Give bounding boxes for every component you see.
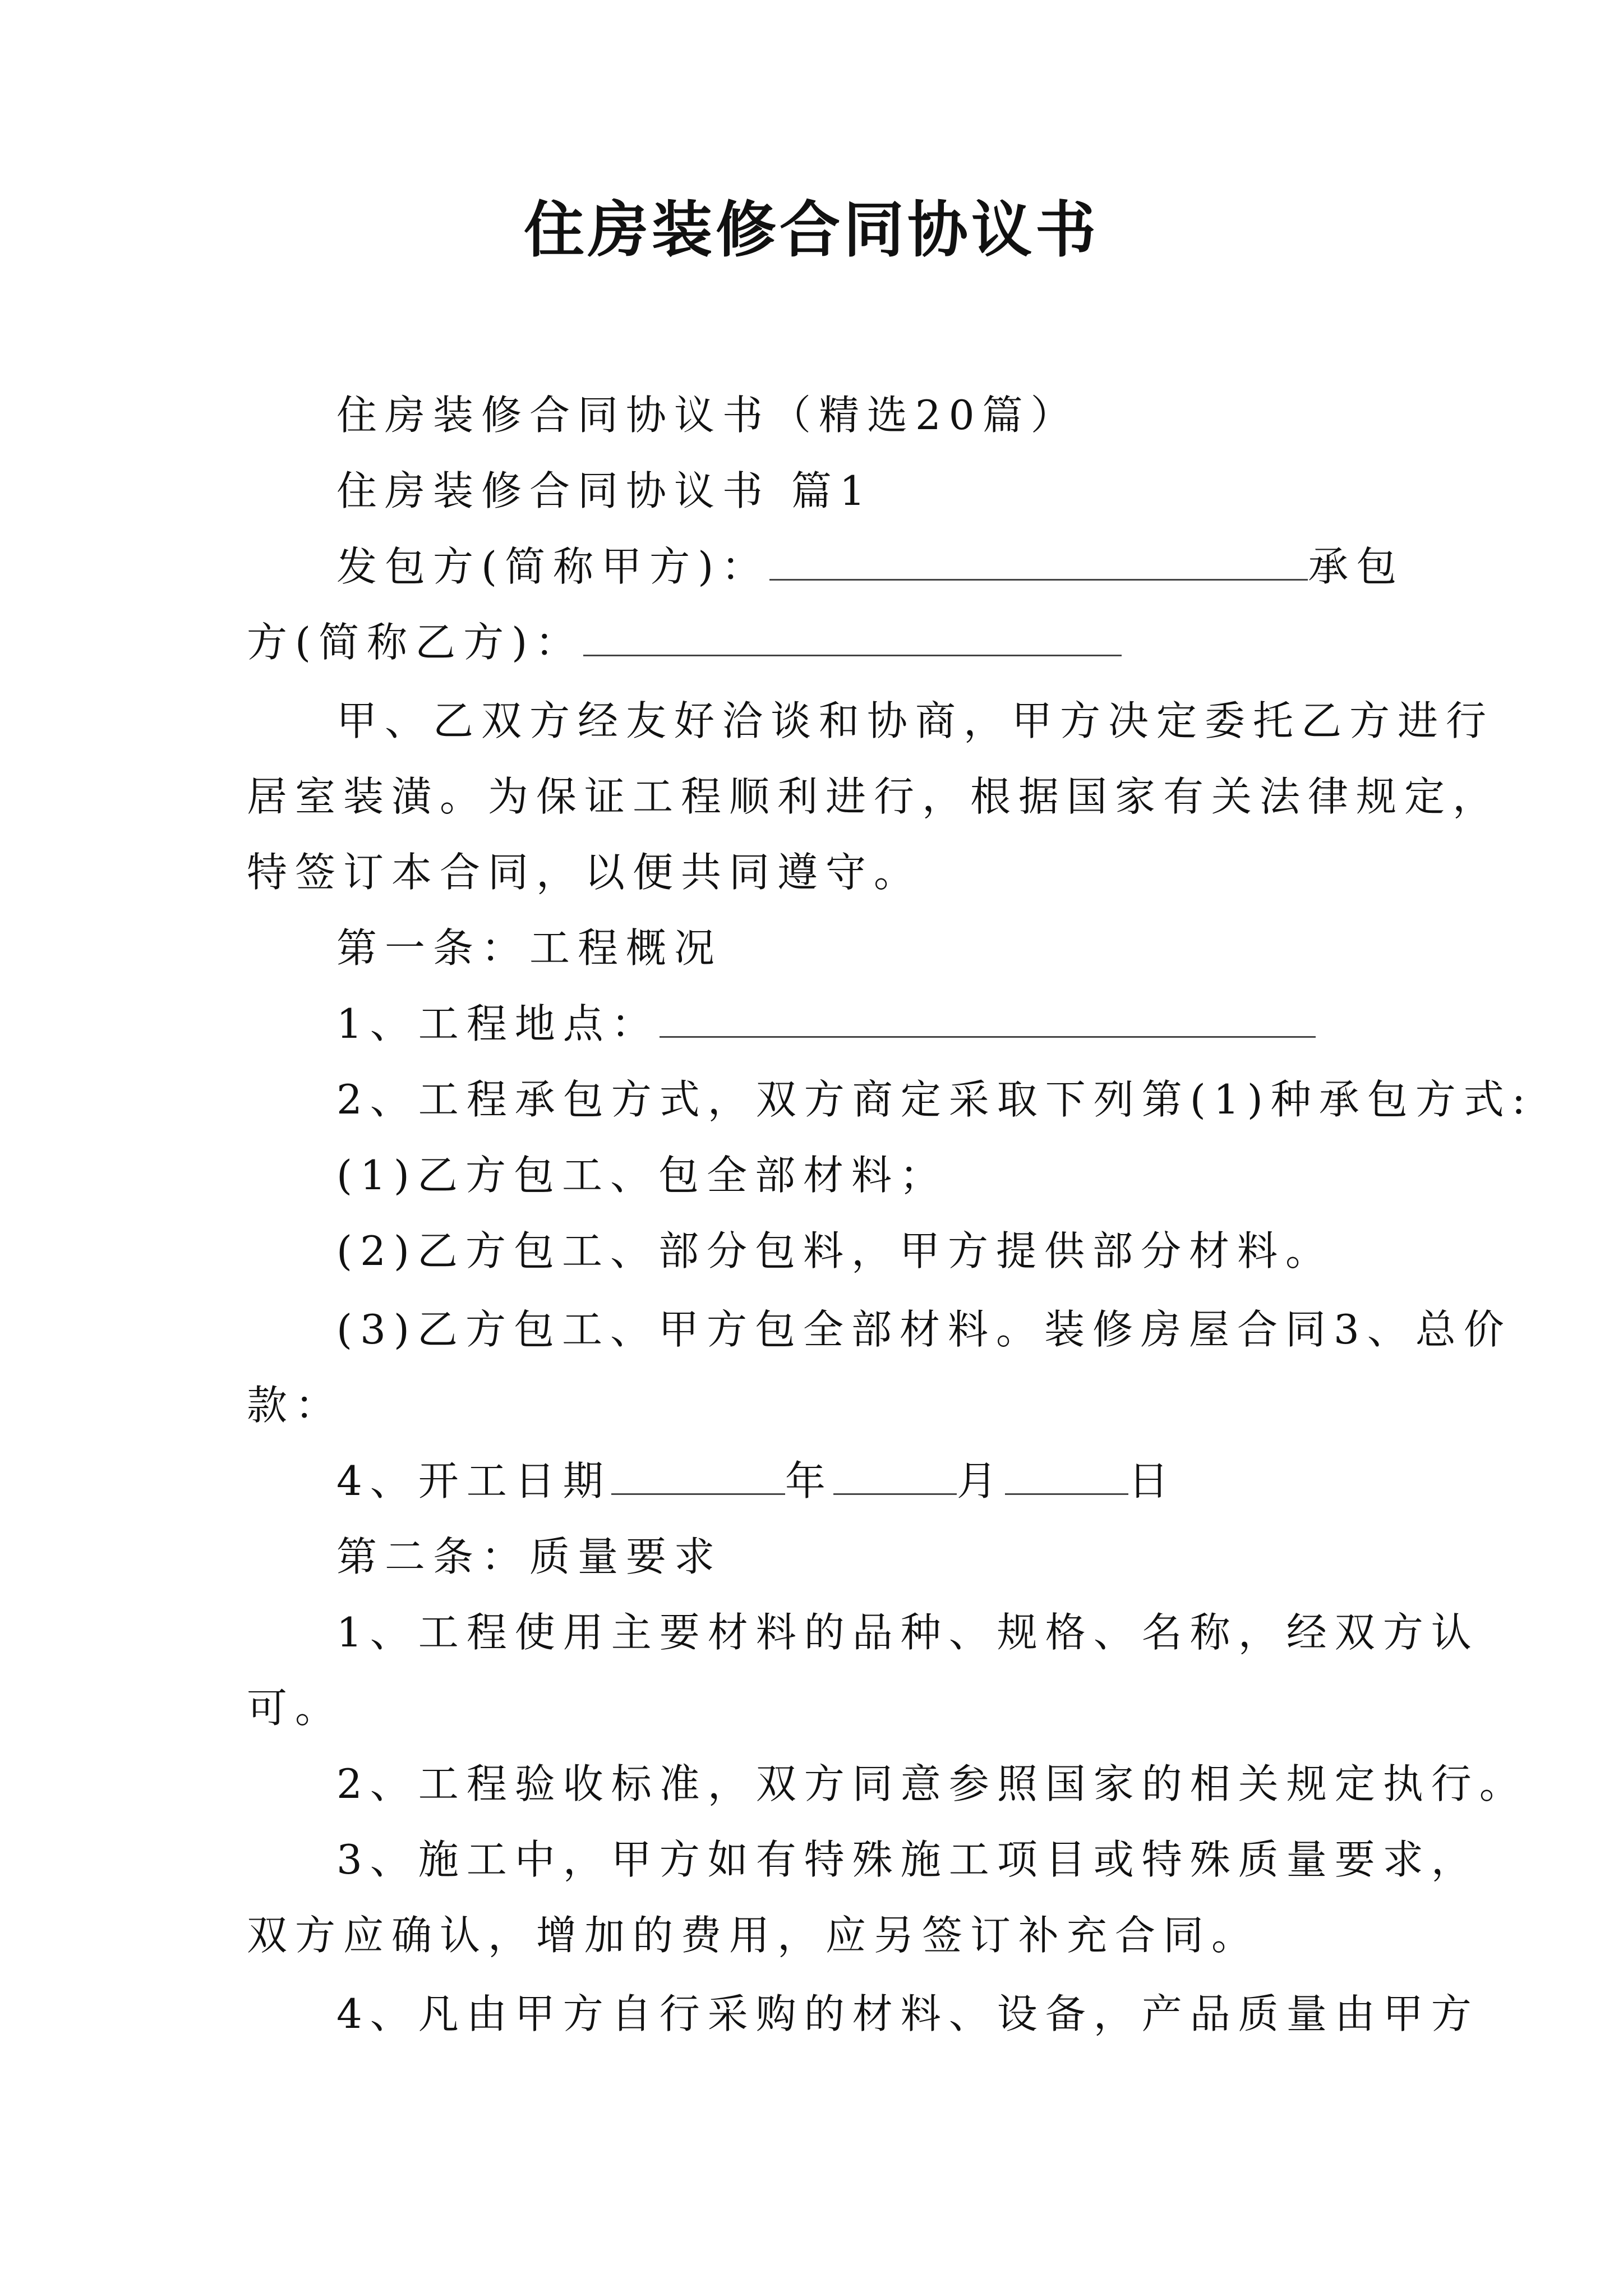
year-label: 年 bbox=[785, 1457, 833, 1504]
paragraph-line: 甲、乙双方经友好洽谈和协商，甲方决定委托乙方进行 bbox=[336, 697, 1495, 744]
section-heading: 住房装修合同协议书 篇1 bbox=[336, 467, 873, 514]
paragraph-line: 4、凡由甲方自行采购的材料、设备，产品质量由甲方 bbox=[336, 1990, 1479, 2037]
party-a-line bbox=[336, 539, 1404, 595]
paragraph-line: 可。 bbox=[247, 1685, 344, 1732]
start-date-line bbox=[336, 1453, 1177, 1509]
paragraph-line: 2、工程承包方式，双方商定采取下列第(1)种承包方式: bbox=[336, 1076, 1534, 1123]
subtitle-line: 住房装修合同协议书（精选20篇） bbox=[336, 392, 1079, 439]
day-blank bbox=[1005, 1458, 1128, 1495]
paragraph-line: 双方应确认，增加的费用，应另签订补充合同。 bbox=[247, 1912, 1260, 1959]
year-blank bbox=[611, 1458, 785, 1495]
party-a-blank bbox=[769, 544, 1308, 581]
day-label: 日 bbox=[1128, 1457, 1177, 1504]
article-heading: 第一条：工程概况 bbox=[336, 924, 723, 972]
party-b-label: 方(简称乙方)： bbox=[247, 619, 584, 666]
paragraph-line: 款： bbox=[247, 1382, 344, 1429]
project-location-label: 1、工程地点： bbox=[336, 1000, 660, 1047]
paragraph-line: 2、工程验收标准，双方同意参照国家的相关规定执行。 bbox=[336, 1760, 1528, 1807]
party-b-blank bbox=[583, 620, 1122, 656]
party-b-line bbox=[247, 614, 1122, 670]
party-b-label-start: 承包 bbox=[1308, 543, 1405, 590]
month-blank bbox=[833, 1458, 957, 1495]
paragraph-line: (3)乙方包工、甲方包全部材料。装修房屋合同3、总价 bbox=[336, 1306, 1512, 1353]
start-date-label: 4、开工日期 bbox=[336, 1457, 611, 1504]
party-a-label: 发包方(简称甲方)： bbox=[336, 543, 770, 590]
project-location-blank bbox=[660, 1001, 1316, 1038]
article-heading: 第二条：质量要求 bbox=[336, 1533, 723, 1580]
paragraph-line: 居室装潢。为保证工程顺利进行，根据国家有关法律规定， bbox=[247, 773, 1501, 820]
paragraph-line: (2)乙方包工、部分包料，甲方提供部分材料。 bbox=[336, 1227, 1334, 1274]
project-location-line bbox=[336, 996, 1316, 1052]
paragraph-line: 1、工程使用主要材料的品种、规格、名称，经双方认 bbox=[336, 1609, 1479, 1656]
document-title: 住房装修合同协议书 bbox=[523, 195, 1099, 265]
paragraph-line: 特签订本合同，以便共同遵守。 bbox=[247, 849, 923, 896]
month-label: 月 bbox=[956, 1457, 1005, 1504]
paragraph-line: (1)乙方包工、包全部材料； bbox=[336, 1152, 948, 1199]
paragraph-line: 3、施工中，甲方如有特殊施工项目或特殊质量要求， bbox=[336, 1836, 1479, 1883]
